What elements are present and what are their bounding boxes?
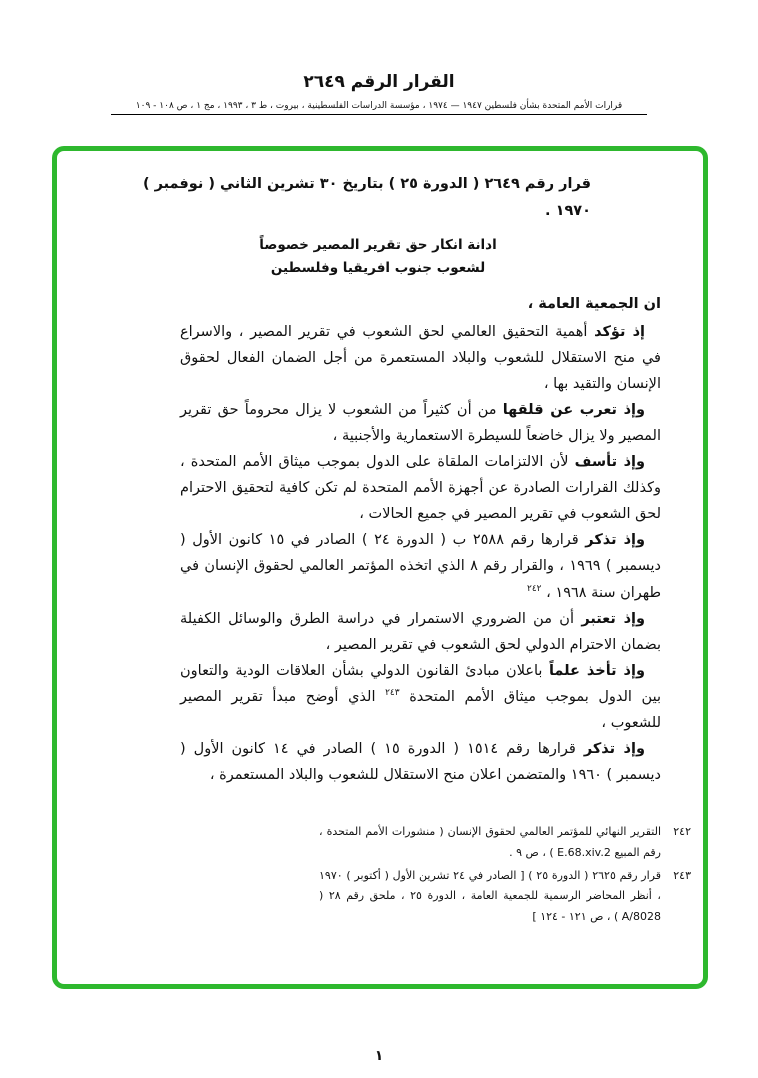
page-header	[0, 0, 758, 115]
resolution-paragraph	[180, 319, 661, 397]
body-paragraphs	[95, 319, 691, 789]
paragraph-lead: وإذ تذكر	[583, 741, 645, 758]
paragraph-text: لأن الالتزامات الملقاة على الدول بموجب ميثاق الأمم المتحدة ، وكذلك القرارات الصادرة عن أجهزة الأمم المتحدة لم تكن كافية لتحقيق الاحترام لحق الشعوب في تقرير المصير في جميع الحالات ،	[180, 454, 661, 523]
paragraph-lead: وإذ تأخذ علماً	[548, 662, 645, 679]
footnotes-list	[319, 822, 691, 927]
resolution-paragraph	[180, 658, 661, 736]
footnote-item	[319, 822, 691, 863]
header-title: القرار الرقم ٢٦٤٩	[303, 72, 455, 92]
paragraph-lead: وإذ تعرب عن قلقها	[502, 401, 645, 418]
resolution-subtitle	[95, 234, 661, 280]
resolution-title-line-2: ١٩٧٠ .	[545, 202, 591, 219]
footnote-reference: ٢٤٢	[527, 583, 542, 594]
footnote-reference: ٢٤٣	[385, 688, 400, 699]
resolution-paragraph	[180, 736, 661, 788]
paragraph-text: باعلان مبادئ القانون الدولي بشأن العلاقات الودية والتعاون بين الدول بموجب ميثاق الأمم المتحدة	[180, 662, 662, 705]
footnote-text: التقرير النهائي للمؤتمر العالمي لحقوق الإنسان ( منشورات الأمم المتحدة ، رقم المبيع E.68.xiv.2 ) ، ص ٩ .	[319, 825, 661, 859]
footnote-number: ٢٤٣	[673, 868, 691, 882]
paragraph-lead: وإذ تذكر	[585, 532, 645, 549]
paragraph-text: أهمية التحقيق العالمي لحق الشعوب في تقرير المصير ، والاسراع في منح الاستقلال للشعوب والبلاد المستعمرة من أجل الضمان الفعال لحقوق الإنسان والتقيد بها ،	[180, 323, 661, 392]
footnote-number: ٢٤٢	[673, 825, 691, 839]
paragraph-lead: وإذ تعتبر	[581, 610, 646, 627]
footnote-item	[319, 866, 691, 927]
paragraph-text: قرارها رقم ١٥١٤ ( الدورة ١٥ ) الصادر في ١٤ كانون الأول ( ديسمبر ) ١٩٦٠ والمتضمن اعلان منح الاستقلال للشعوب والبلاد المستعمرة ،	[180, 741, 661, 784]
paragraph-lead: إذ تؤكد	[594, 323, 645, 340]
resolution-box	[52, 146, 708, 989]
paragraph-lead: وإذ تأسف	[574, 454, 646, 471]
resolution-paragraph	[180, 606, 661, 658]
footnote-text: قرار رقم ٢٦٢٥ ( الدورة ٢٥ ) [ الصادر في ٢٤ تشرين الأول ( أكتوبر ) ١٩٧٠ ، أنظر المحاضر الرسمية للجمعية العامة ، الدورة ٢٥ ، ملحق رقم ٢٨ ( A/8028 ) ، ص ١٢١ - ١٢٤ ]	[319, 868, 661, 923]
page-number: ١	[374, 1048, 384, 1064]
resolution-title	[95, 171, 591, 225]
resolution-subtitle-line-2: لشعوب جنوب افريقيا وفلسطين	[270, 259, 486, 276]
resolution-opening: ان الجمعية العامة ،	[527, 295, 661, 312]
header-source-citation: قرارات الأمم المتحدة بشأن فلسطين ١٩٤٧ — ١٩٧٤ ، مؤسسة الدراسات الفلسطينية ، بيروت ، ط ٣ ، ١٩٩٣ ، مج ١ ، ص ١٠٨ - ١٠٩	[135, 101, 623, 111]
resolution-paragraph	[180, 397, 661, 449]
paragraph-text: الذي أوضح مبدأ تقرير المصير للشعوب ،	[180, 688, 661, 731]
header-rule	[111, 114, 647, 115]
paragraph-text: أن من الضروري الاستمرار في دراسة الطرق والوسائل الكفيلة بضمان الاحترام الدولي لحق الشعوب في تقرير المصير ،	[180, 610, 661, 653]
resolution-subtitle-line-1: ادانة انكار حق تقرير المصير خصوصاً	[259, 236, 497, 253]
resolution-title-line-1: قرار رقم ٢٦٤٩ ( الدورة ٢٥ ) بتاريخ ٣٠ تشرين الثاني ( نوفمبر )	[142, 176, 591, 192]
paragraph-text: من أن كثيراً من الشعوب لا يزال محروماً حق تقرير المصير ولا يزال خاضعاً للسيطرة الاستعمارية والأجنبية ،	[180, 401, 661, 444]
resolution-paragraph	[180, 449, 661, 527]
paragraph-text: قرارها رقم ٢٥٨٨ ب ( الدورة ٢٤ ) الصادر في ١٥ كانون الأول ( ديسمبر ) ١٩٦٩ ، والقرار رقم ٨ الذي اتخذه المؤتمر العالمي لحقوق الإنسان في طهران سنة ١٩٦٨ ،	[180, 532, 662, 601]
resolution-paragraph	[180, 527, 661, 605]
